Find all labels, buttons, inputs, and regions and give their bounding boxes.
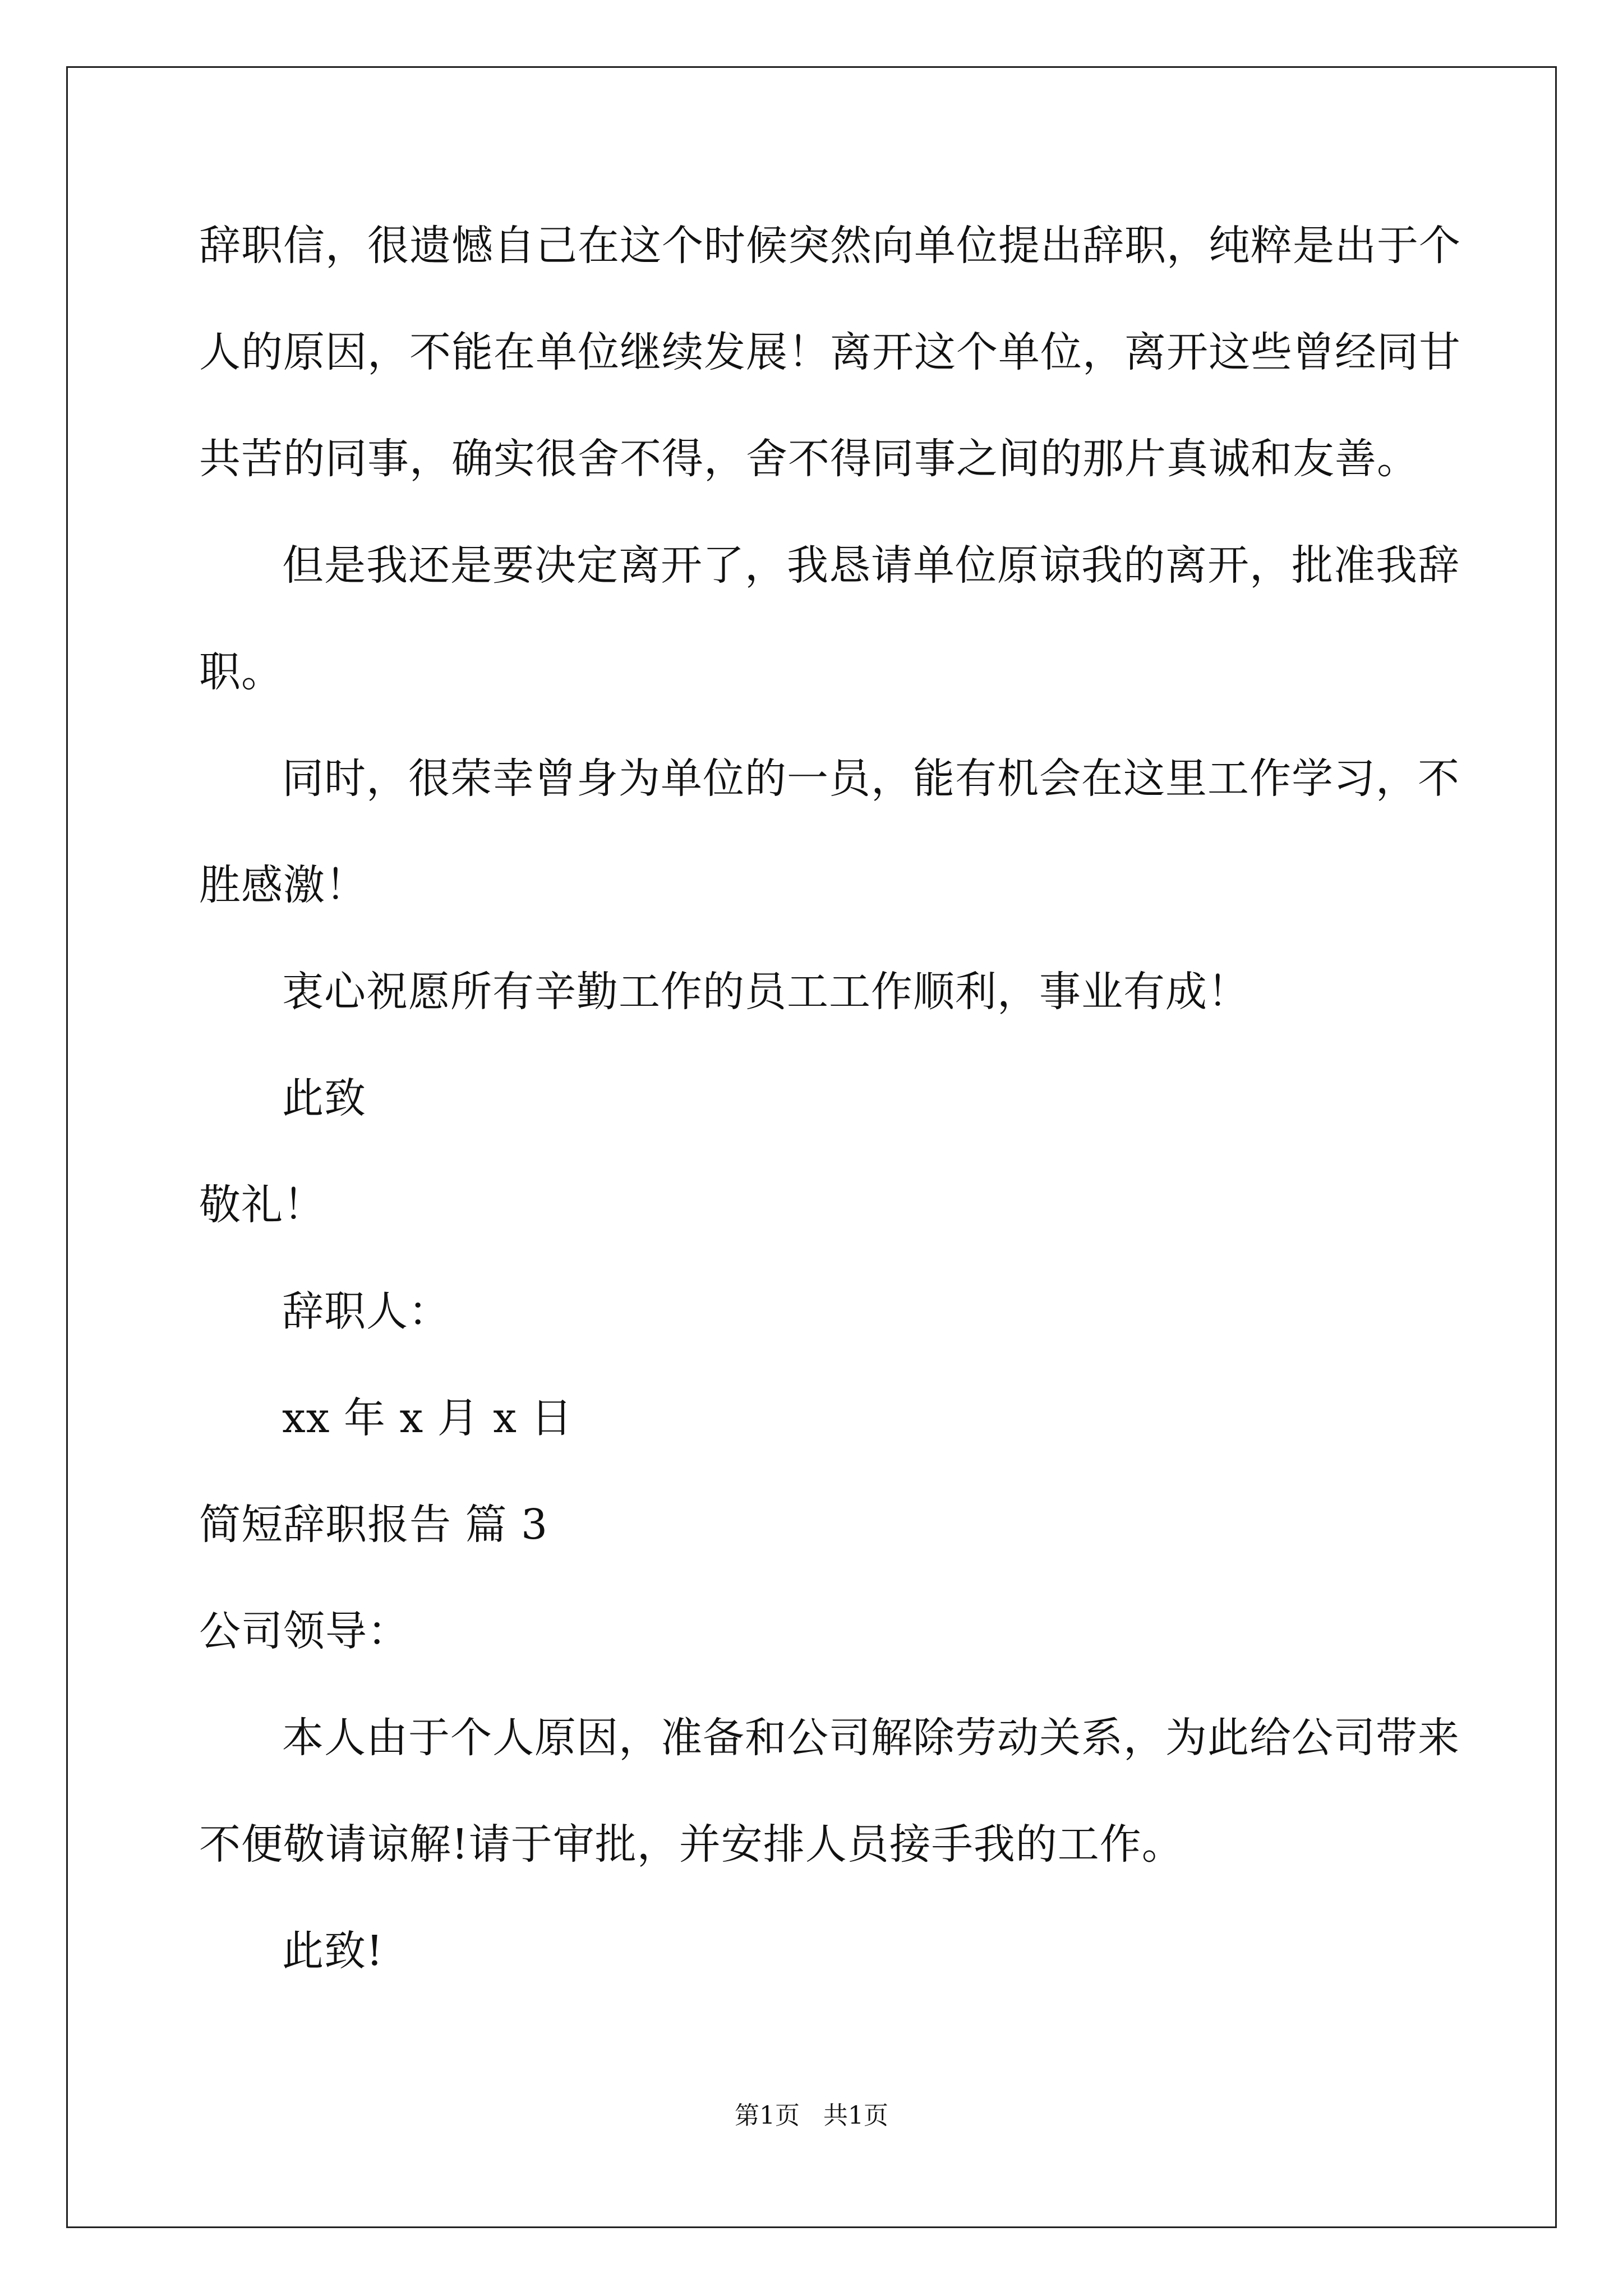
paragraph-line: 但是我还是要决定离开了，我恳请单位原谅我的离开，批准我辞 [282, 541, 1460, 590]
document-body [199, 218, 1461, 2069]
text-line: 共苦的同事，确实很舍不得，舍不得同事之间的那片真诚和友善。 [199, 435, 1419, 483]
closing-salutation: 此致! [282, 1927, 384, 1975]
page-number-footer: 第1页 共1页 [735, 2101, 888, 2130]
section-title: 简短辞职报告 篇 3 [199, 1501, 548, 1549]
text-line: 辞职信，很遗憾自己在这个时候突然向单位提出辞职，纯粹是出于个 [199, 222, 1461, 270]
addressee: 公司领导： [199, 1607, 409, 1655]
paragraph-line: 同时，很荣幸曾身为单位的一员，能有机会在这里工作学习，不 [282, 754, 1460, 803]
signature-label: 辞职人： [282, 1287, 450, 1336]
text-line: 胜感激！ [199, 861, 367, 909]
text-line: 不便敬请谅解!请于审批，并安排人员接手我的工作。 [199, 1820, 1184, 1869]
date-line: xx 年 x 月 x 日 [282, 1394, 573, 1442]
closing-regards: 敬礼！ [199, 1181, 325, 1229]
paragraph-line: 衷心祝愿所有辛勤工作的员工工作顺利，事业有成！ [282, 968, 1249, 1016]
text-line: 职。 [199, 648, 283, 696]
closing-salutation: 此致 [282, 1074, 366, 1122]
paragraph-line: 本人由于个人原因，准备和公司解除劳动关系，为此给公司带来 [282, 1714, 1460, 1762]
text-line: 人的原因，不能在单位继续发展！离开这个单位，离开这些曾经同甘 [199, 328, 1461, 376]
